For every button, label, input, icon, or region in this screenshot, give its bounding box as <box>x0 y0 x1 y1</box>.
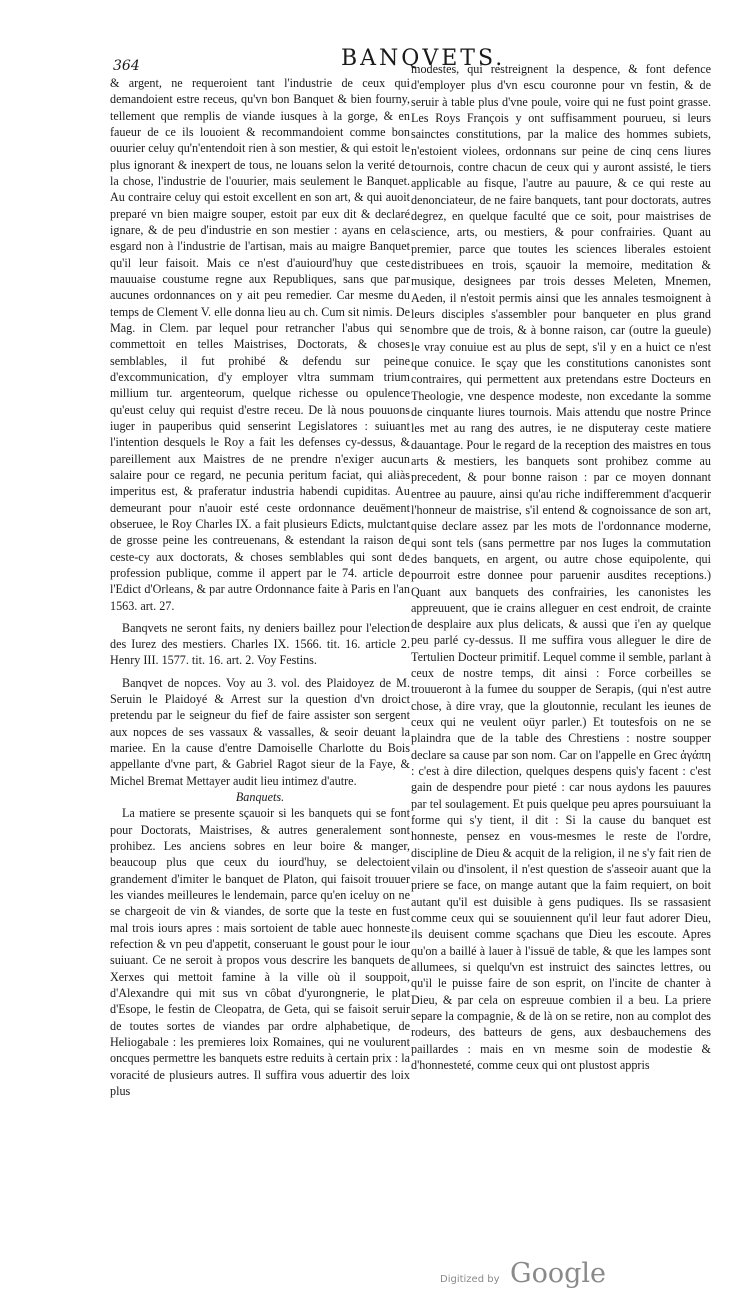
left-paragraph-1: & argent, ne requeroient tant l'industrie de ceux qui demandoient estre receus, qu'vn bon Banquet & bien fourny, tellement que remplis de viande iusques à la gorge, & en faueur de ce ils louoient & recommandoient comme bon ouurier celuy qu'n'entendoit rien à son mestier, & qui estoit le plus ignorant & inexpert de tous, ne louans selon la verité de la chose, l'industrie de l'ouurier, mais seulement le Banquet. Au contraire celuy qui estoit excellent en son art, & qui auoit preparé vn bien maigre souper, estoit par eux dit & declaré ignare, & de peu d'industrie en son mestier : ayans en cela esgard non à l'industrie de l'artisan, mais au maigre Banquet qu'il leur faisoit. Mais ce n'est d'auiourd'huy que ceste mauuaise coustume regne aux Republiques, sans que par aucunes ordonnances on y ait peu remedier. Car mesme du temps de Clement V. elle donna lieu au ch. Cum sit nimis. De Mag. in Clem. par lequel pour retrancher l'abus qui se commettoit en telles Maistrises, Doctorats, & choses semblables, il fut prohibé & defendu sur peine d'excommunication, d'y employer vltra summam trium millium tur. argenteorum, quelque richesse ou opulence qu'eust celuy qui requist d'estre receu. De là nous pouuons iuger in pauperibus quid senserint Legislatores : suiuant l'intention desquels le Roy a fait les defenses cy-dessus, & pareillement aux Maistres de ne prendre n'exiger aucun salaire pour ce regard, ne pecunia peritum faciat, qui aliàs imperitus est, & praferatur industria habendi cupiditas. Au demeurant pour n'auoir esté ceste ordonnance deuëment obseruee, le Roy Charles IX. a fait plusieurs Edicts, mulctant de grosse peine les contreuenans, & estendant la raison de ceste-cy aux doctorats, & choses semblables qui sont de profession publique, comme il appert par le 74. article de l'Edict d'Orleans, & par autre Ordonnance faite à Paris en l'an 1563. art. 27. <box>110 76 410 613</box>
page-number: 364 <box>113 58 140 74</box>
left-column <box>110 75 410 1099</box>
section-heading: Banquets. <box>235 790 285 805</box>
digitized-label: Digitized by <box>440 1274 500 1285</box>
left-paragraph-3: Banqvet de nopces. Voy au 3. vol. des Plaidoyez de M. Seruin le Plaidoyé & Arrest sur la question d'vn droict pretendu par le seigneur du fief de faire assister son sergent aux nopces de ses vassaux & vassalles, & seoir deuant la mariee. En la cause d'entre Damoiselle Charlotte du Bois appellante d'vne part, & Gabriel Ragot sieur de la Faye, & Michel Bremat Mettayer audit lieu intimez d'autre. <box>110 675 410 788</box>
google-logo: Google <box>510 1258 606 1289</box>
left-paragraph-4: La matiere se presente sçauoir si les banquets qui se font pour Doctorats, Maistrises, & autres generalement sont prohibez. Les anciens sobres en leur boire & manger, beaucoup plus que ceux du iourd'huy, se delectoient grandement d'imiter le banquet de Platon, qui faisoit trouuer les viandes meilleures le lendemain, parce qu'en iceluy on ne se chargeoit de vin & viandes, de sorte que la teste en fust mal trois iours apres : mais sortoient de table auec honneste refection & vn peu d'appetit, conseruant le goust pour le iour suiuant. Ce ne seroit à propos vous descrire les banquets de Xerxes qui mettoit famine à la ville où il souppoit, d'Alexandre qui mit sus vn côbat d'yurongnerie, le plat d'Esope, le festin de Cleopatra, de Geta, qui se faisoit seruir de toutes sortes de viandes par ordre alphabetique, de Heliogabale : les premieres loix Romaines, qui ne voulurent oncques permettre les banquets estre reduits à certain prix : la voracité de plusieurs autres. Il suffira vous aduertir des loix plus <box>110 806 410 1099</box>
left-paragraph-2: Banqvets ne seront faits, ny deniers baillez pour l'election des Iurez des mestiers. Charles IX. 1566. tit. 16. article 2. Henry III. 1577. tit. 16. art. 2. Voy Festins. <box>110 620 410 668</box>
right-column <box>411 61 711 1073</box>
digitized-watermark <box>440 1258 620 1290</box>
running-title: BANQVETS. <box>341 46 506 71</box>
right-paragraph-1: modestes, qui restreignent la despence, & font defence d'employer plus d'vn escu couronne pour vn festin, & de seruir à table plus d'vne poule, voire qui ne fust point grasse. Les Roys François y ont suffisamment pourueu, si leurs sainctes constitutions, par la malice des hommes subiets, n'estoient violees, ordonnans sur peine de cinq cens liures tournois, contre chacun de ceux qui y auront assisté, le tiers applicable au fisque, l'autre au pauure, & ce qui reste au denonciateur, de ne faire banquets, tant pour doctorats, autres degrez, en quelque faculté que ce soit, pour maistrises de science, arts, ou mestiers, & pour confrairies. Quant au premier, parce que toutes les sciences liberales estoient distribuees en trois, sçauoir la memoire, meditation & musique, designees par trois desses Meleten, Mnemen, Aeden, il n'estoit permis ainsi que les annales tesmoignent à leurs disciples s'assembler pour banqueter en plus grand nombre que de trois, & à bonne raison, car (outre la gueule) le vray conuiue est au plus de sept, s'il y en a huict ce n'est que conuice. Ie sçay que les constitutions canonistes sont contraires, qui permettent aux pretendans estre Docteurs en Theologie, vne despence modeste, non excedante la somme de cinquante liures tournois. Mais attendu que nostre Prince les met au rang des autres, ie ne disputeray ceste matiere dauantage. Pour le regard de la reception des maistres en tous arts & mestiers, les banquets sont prohibez comme au precedent, & pour bonne raison : par ce moyen donnant entree au pauure, ainsi qu'au riche indifferemment d'acquerir l'honneur de maistrise, s'il entend & cognoissance de son art, quise declare assez par les mots de l'ordonnance moderne, qui sont tels (sans permettre par nos Iuges la commutation des banquets, en argent, ou autre chose equipolente, qui pourroit estre donnee pour paruenir ausdites receptions.) Quant aux banquets des confrairies, les canonistes les appreuuent, que ie crains alleguer en cest endroit, de crainte de desplaire aux plus delicats, & aussi que i'en ay quelque peu parlé cy-dessus. Il me suffira vous alleguer le dire de Tertulien Docteur primitif. Lequel comme il semble, parlant à ceux de nostre temps, dit ainsi : Force corbeilles se trouueront à la fumee du soupper de Serapis, (qui n'est autre chose, à dire vray, que la gloutonnie, reculant les ieunes de ceux qui ne veulent oüyr parler.) Et toutesfois on ne se plaindra que de la table des Chrestiens : nostre soupper declare sa cause par son nom. Car on l'appelle en Grec ἀγάπη : c'est à dire dilection, quelques despens quis'y facent : c'est gain de despendre pour pieté : car nous aydons les pauures par tel soulagement. Et puis quelque peu apres poursuiuant la forme qui s'y tient, il dit : Si la cause du banquet est honneste, pensez en vous-mesmes le reste de l'ordre, discipline de Dieu & acquit de la religion, il ne s'y fait rien de vilain ou d'insolent, il n'est question de s'asseoir auant que la priere se face, on mange autant que la faim requiert, on boit autant qu'il est duisible à gens pudiques. Ils se rassasient comme ceux qui se souuiennent qu'il leur faut adorer Dieu, ils deuisent comme sçachans que Dieu les escoute. Apres qu'on a baillé à lauer à l'issuë de table, & que les lampes sont allumees, si quelqu'vn est instruict des sainctes lettres, ou qu'il le puisse faire de son esprit, on l'incite de chanter à Dieu, & par cela on espreuue combien il a beu. La priere separe la compagnie, & de là on se retire, non au complot des rodeurs, des batteurs de gens, aux desbauchemens des paillardes : mais en vn mesme soin de modestie & d'honnesteté, comme ceux qui ont plustost appris <box>411 62 711 1073</box>
